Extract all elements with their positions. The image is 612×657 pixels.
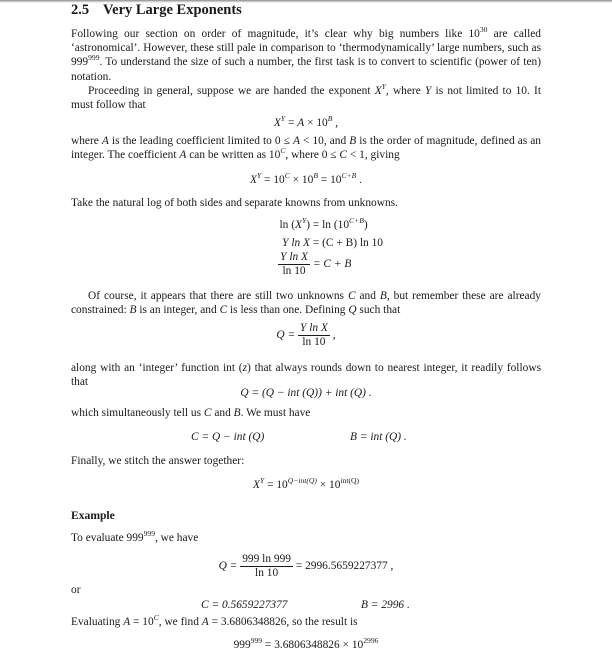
equation-9-left (201, 598, 287, 612)
math-text: 999 (233, 639, 251, 651)
math-text: = 10 (264, 479, 288, 491)
paragraph-or (71, 583, 541, 597)
math-symbol: C (153, 613, 159, 622)
equation-10 (71, 638, 541, 652)
fraction (240, 553, 293, 580)
math-text: Q = (276, 329, 296, 342)
math-symbol: A (297, 117, 305, 129)
text: and (355, 290, 380, 302)
equation-2 (71, 173, 541, 187)
fraction (278, 251, 310, 278)
text: is the order of magnitude, defined as an integer. The coefficient (71, 135, 542, 162)
math-text: C = 0.5659227377 (201, 599, 288, 611)
superscript: Q−int(Q) (287, 476, 317, 485)
math-symbol: C (203, 407, 212, 419)
text: and (211, 407, 234, 419)
math-symbol: A (101, 135, 109, 147)
text: , where (385, 85, 425, 97)
text: which simultaneously tell us (71, 407, 204, 419)
math-symbol: Y (424, 85, 432, 97)
text: . We must have (240, 407, 311, 419)
math-text: = C + B (312, 258, 352, 271)
math-symbol: C (339, 149, 348, 162)
math-symbol: Y (256, 171, 262, 180)
equation-8 (71, 553, 541, 580)
math-symbol: X (253, 479, 260, 491)
text: can be written as 10 (186, 149, 281, 162)
math-symbol: C (280, 146, 286, 156)
math-symbol: A (201, 616, 209, 628)
math-symbol: B (327, 114, 333, 123)
math-symbol: Y (259, 476, 265, 485)
superscript: 999 (250, 636, 263, 645)
math-symbol: Y (280, 114, 286, 123)
text: , we find (158, 616, 202, 628)
math-symbol: B (233, 407, 241, 419)
paragraph-of-course (71, 289, 541, 317)
equation-1 (71, 116, 541, 130)
math-text: C = Q − int (Q) (191, 431, 265, 443)
paragraph-finally (71, 454, 541, 468)
section-heading (71, 3, 242, 17)
text: Proceeding in general, suppose we are handed the exponent (88, 85, 375, 97)
math-symbol: C+B (341, 171, 357, 180)
text: = 3.6806348826, so the result is (208, 616, 358, 628)
math-symbol: A (179, 149, 187, 162)
paragraph-where (71, 134, 541, 162)
text: is the leading coefficient limited to 0 ≤ (108, 135, 293, 147)
text: where (71, 135, 102, 147)
text: , where 0 ≤ (285, 149, 340, 162)
math-symbol: B (129, 304, 137, 317)
section-number: 2.5 (71, 2, 90, 18)
math-text: . (356, 174, 362, 186)
example-heading: Example (71, 509, 115, 522)
numerator: 999 ln 999 (242, 553, 291, 565)
numerator: Y ln X (280, 251, 308, 263)
equation-3-line-1: $\ln (X^Y) = \ln (10^{C+B})$ (279, 216, 368, 231)
text: ) that always rounds down to nearest integer, it readily follows that (71, 362, 541, 389)
math-text: = (C + B) ln 10 (312, 237, 383, 249)
text: Of course, it appears that there are still two unknowns (88, 290, 348, 302)
math-text: = 10 (261, 174, 285, 186)
equation-5 (71, 386, 541, 400)
text: Following our section on order of magnitude, it’s clear why big numbers like 10 (71, 28, 480, 40)
text: is less than one. Defining (227, 304, 349, 317)
text: Finally, we stitch the answer together: (71, 455, 245, 467)
math-symbol: X (250, 174, 257, 186)
math-symbol: C (347, 290, 356, 302)
text: Evaluating (71, 616, 124, 628)
equation-7 (71, 478, 541, 492)
math-text: × 10 (316, 479, 341, 491)
section-title: Very Large Exponents (103, 2, 242, 18)
equation-3-line-3 (243, 251, 351, 278)
text: , but remember these are already constrained: (71, 290, 541, 317)
math-text: , (332, 117, 339, 129)
text: . To understand the size of such a number, the first task is to convert to scientific (power of ten) notation. (71, 56, 541, 83)
math-text: = 10 (317, 174, 342, 186)
text: such that (356, 304, 401, 317)
text: are called ‘astronomical’. However, these still pale in comparison to ‘thermodynamically’ large numbers, such as 999 (71, 28, 541, 69)
text: < 1, giving (347, 149, 400, 162)
text: is not limited to 10. It must follow that (71, 85, 541, 112)
superscript: 999 (143, 529, 155, 538)
math-symbol: Y (301, 216, 307, 225)
superscript: int(Q) (340, 476, 359, 485)
math-symbol: A (292, 135, 300, 147)
text: = 10 (130, 616, 154, 628)
math-text: Q = (Q − int (Q)) + int (Q) . (240, 387, 372, 399)
equation-6-left (191, 430, 264, 444)
text: Take the natural log of both sides and separate knowns from unknowns. (71, 197, 398, 209)
paragraph-evaluating (71, 615, 541, 629)
numerator: Y ln X (300, 322, 328, 334)
paragraph-natural-log (71, 196, 541, 210)
math-text: = (285, 117, 298, 129)
text: < 10, and (299, 135, 350, 147)
superscript: 30 (479, 25, 488, 34)
math-symbol: Y (381, 82, 386, 91)
paragraph-intro (71, 27, 541, 84)
superscript: 2996 (363, 636, 379, 645)
math-text: = 3.6806348826 × 10 (262, 639, 364, 651)
equation-6-right (350, 430, 407, 444)
math-symbol: B (379, 290, 387, 302)
math-symbol: X (295, 219, 302, 231)
paragraph-proceeding (71, 84, 541, 112)
math-symbol: C+B (349, 216, 364, 225)
math-text: Y ln X (282, 237, 310, 249)
math-symbol: Q (348, 304, 357, 317)
text: is an integer, and (136, 304, 220, 317)
text: To evaluate 999 (71, 532, 144, 544)
text: or (71, 584, 81, 596)
math-symbol: B (313, 171, 318, 180)
denominator: ln 10 (255, 567, 279, 579)
math-symbol: X (273, 117, 281, 129)
math-text: B = 2996 . (361, 599, 410, 611)
math-symbol: z (242, 362, 248, 374)
math-symbol: C (284, 171, 290, 180)
equation-4 (71, 322, 541, 349)
math-text: × 10 (304, 117, 328, 129)
math-text: B = int (Q) . (350, 431, 407, 443)
denominator: ln 10 (282, 265, 306, 277)
math-text: × 10 (289, 174, 314, 186)
paragraph-to-evaluate (71, 531, 541, 545)
paragraph-simultaneously (71, 406, 541, 420)
equation-3-line-2 (243, 236, 383, 250)
math-symbol: B (349, 135, 357, 147)
math-text: Q = (218, 560, 238, 573)
superscript: 999 (88, 53, 100, 63)
text: along with an ‘integer’ function int ( (71, 362, 243, 374)
equation-9-right (361, 598, 410, 612)
math-symbol: A (123, 616, 131, 628)
denominator: ln 10 (302, 336, 326, 348)
math-text: , (332, 329, 336, 342)
text: , we have (154, 532, 199, 544)
fraction (298, 322, 330, 349)
math-text: = 2996.5659227377 , (295, 560, 394, 573)
math-symbol: X (374, 85, 382, 97)
math-symbol: C (219, 304, 228, 317)
